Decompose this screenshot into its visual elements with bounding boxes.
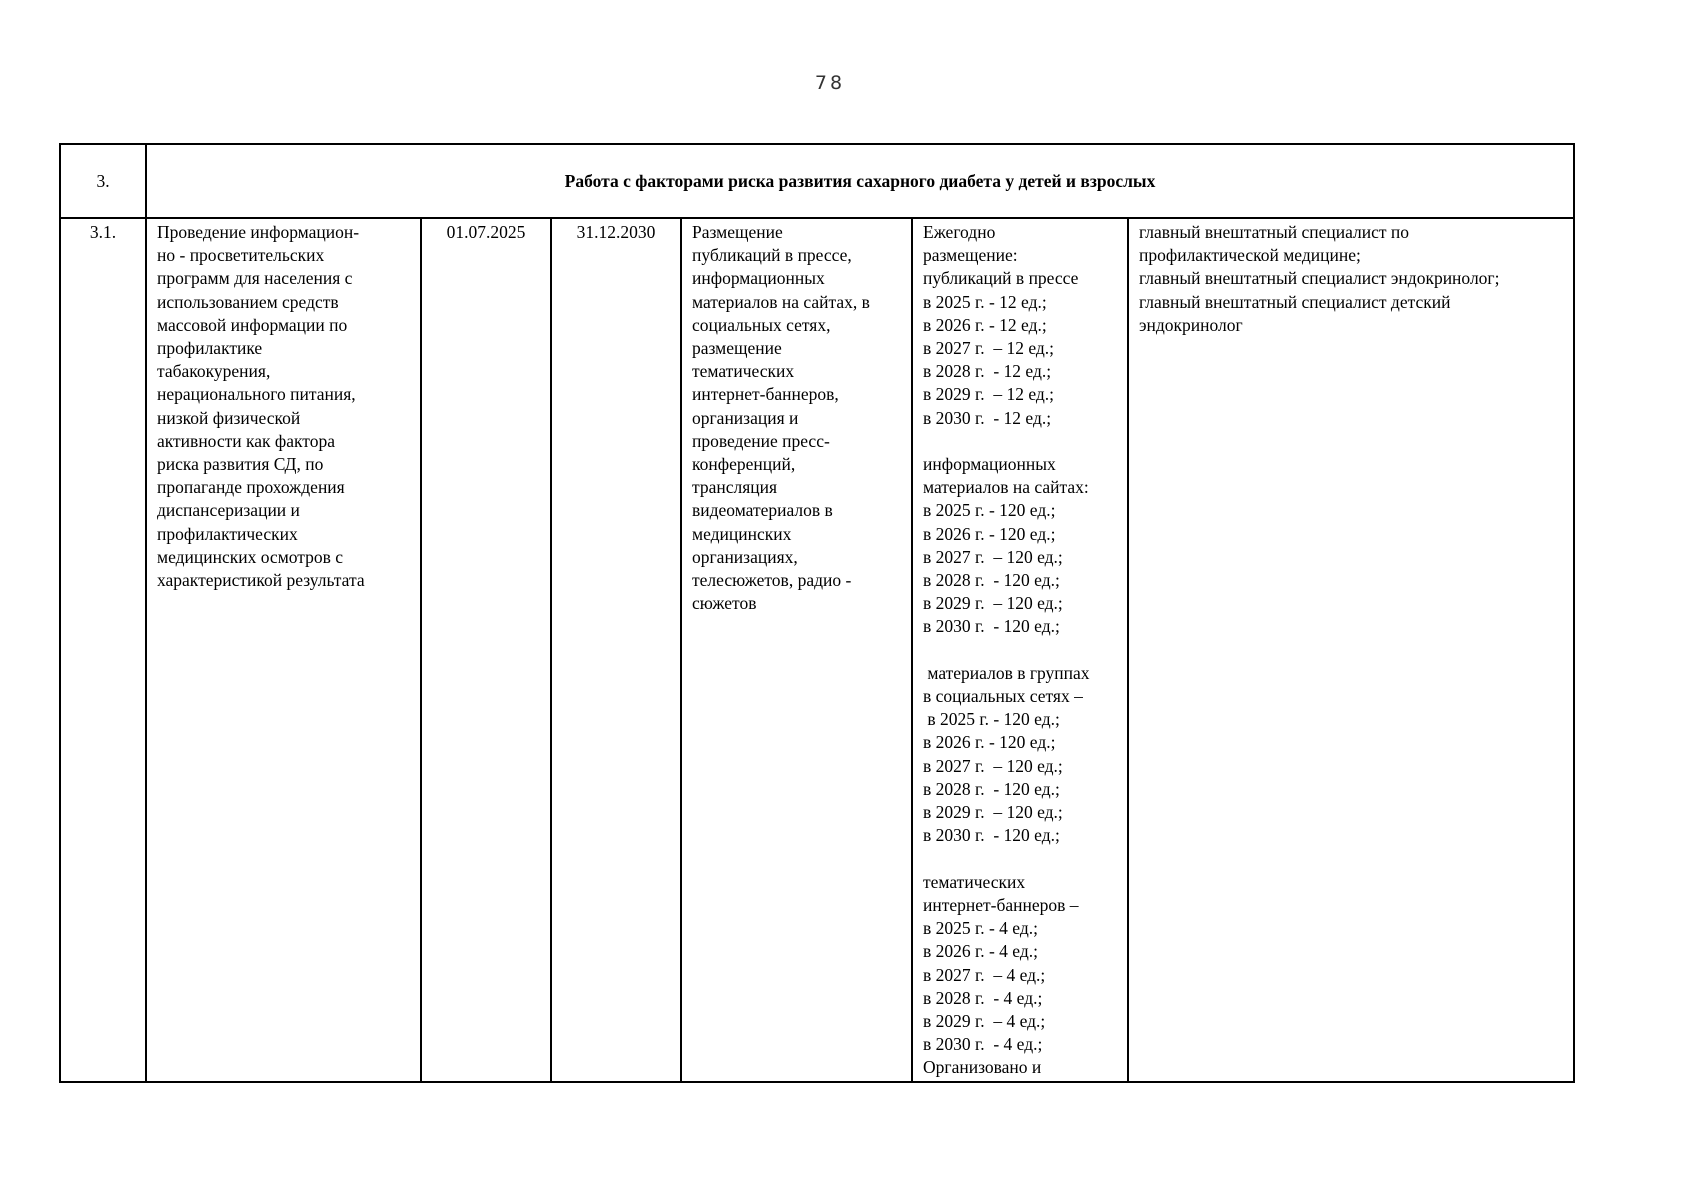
text-line: в 2030 г. - 120 ед.; (923, 616, 1060, 637)
text-line: организация и (692, 407, 799, 428)
section-title: Работа с факторами риска развития сахарного диабета у детей и взрослых (146, 144, 1574, 218)
text-line: интернет-баннеров, (692, 384, 839, 405)
text-line: материалов на сайтах: (923, 477, 1089, 498)
text-line: в 2029 г. – 120 ед.; (923, 802, 1063, 823)
section-number: 3. (60, 144, 146, 218)
text-line (923, 639, 1117, 662)
text-line: в 2027 г. – 4 ед.; (923, 964, 1046, 985)
text-line: информационных (923, 454, 1056, 475)
expected-result (692, 221, 901, 615)
text-line: интернет-баннеров – (923, 894, 1079, 915)
text-line: в 2029 г. – 12 ед.; (923, 384, 1055, 405)
table-row (60, 218, 1574, 1082)
text-line: эндокринолог (1139, 314, 1243, 335)
text-line: пропаганде прохождения (157, 477, 345, 498)
start-date: 01.07.2025 (421, 218, 551, 1082)
text-line: в 2028 г. - 120 ед.; (923, 778, 1060, 799)
text-line: профилактических (157, 523, 298, 544)
text-line: тематических (692, 361, 795, 382)
indicators (923, 221, 1117, 1080)
text-line: характеристикой результата (157, 570, 365, 591)
text-line: в 2027 г. – 120 ед.; (923, 546, 1063, 567)
event-description (157, 221, 410, 592)
text-line: публикаций в прессе, (692, 245, 852, 266)
text-line: организациях, (692, 546, 798, 567)
responsible-cell (1128, 218, 1574, 1082)
indicators-cell (912, 218, 1128, 1082)
text-line: в 2029 г. – 120 ед.; (923, 593, 1063, 614)
text-line: телесюжетов, радио - (692, 570, 852, 591)
text-line: нерационального питания, (157, 384, 356, 405)
section-header-row (60, 144, 1574, 218)
text-line: размещение (692, 338, 782, 359)
text-line: в 2025 г. - 120 ед.; (923, 709, 1060, 730)
text-line: материалов в группах (923, 662, 1090, 683)
text-line: Размещение (692, 222, 783, 242)
event-description-cell (146, 218, 421, 1082)
text-line: проведение пресс- (692, 430, 830, 451)
text-line: трансляция (692, 477, 778, 498)
text-line: информационных (692, 268, 825, 289)
text-line: массовой информации по (157, 314, 348, 335)
text-line: программ для населения с (157, 268, 353, 289)
text-line: использованием средств (157, 291, 339, 312)
text-line: в 2027 г. – 12 ед.; (923, 338, 1055, 359)
text-line: Организовано и (923, 1057, 1042, 1078)
text-line: Ежегодно (923, 222, 996, 242)
text-line: главный внештатный специалист детский (1139, 291, 1451, 312)
end-date: 31.12.2030 (551, 218, 681, 1082)
text-line: медицинских (692, 523, 792, 544)
text-line: профилактике (157, 338, 263, 359)
text-line: в 2030 г. - 12 ед.; (923, 407, 1052, 428)
text-line: главный внештатный специалист по (1139, 222, 1410, 242)
text-line: в 2028 г. - 4 ед.; (923, 987, 1043, 1008)
text-line: конференций, (692, 454, 796, 475)
text-line: профилактической медицине; (1139, 245, 1361, 266)
text-line: в 2030 г. - 4 ед.; (923, 1034, 1043, 1055)
text-line: в 2025 г. - 120 ед.; (923, 500, 1056, 521)
page-number: 78 (814, 72, 846, 94)
text-line: тематических (923, 871, 1026, 892)
text-line: активности как фактора (157, 430, 335, 451)
text-line (923, 430, 1117, 453)
text-line: медицинских осмотров с (157, 546, 344, 567)
expected-result-cell (681, 218, 912, 1082)
text-line: в 2026 г. - 120 ед.; (923, 732, 1056, 753)
row-number: 3.1. (60, 218, 146, 1082)
text-line: в 2026 г. - 4 ед.; (923, 941, 1038, 962)
text-line: Проведение информацион- (157, 222, 360, 242)
text-line: в 2028 г. - 12 ед.; (923, 361, 1052, 382)
text-line: в социальных сетях – (923, 686, 1083, 707)
text-line: низкой физической (157, 407, 301, 428)
text-line: в 2030 г. - 120 ед.; (923, 825, 1060, 846)
plan-table (59, 143, 1575, 1083)
text-line: табакокурения, (157, 361, 271, 382)
text-line: социальных сетях, (692, 314, 831, 335)
text-line: в 2027 г. – 120 ед.; (923, 755, 1063, 776)
text-line: сюжетов (692, 593, 757, 614)
text-line: но - просветительских (157, 245, 325, 266)
text-line: в 2025 г. - 4 ед.; (923, 918, 1038, 939)
text-line: материалов на сайтах, в (692, 291, 870, 312)
text-line: в 2026 г. - 120 ед.; (923, 523, 1056, 544)
text-line: в 2025 г. - 12 ед.; (923, 291, 1047, 312)
text-line: риска развития СД, по (157, 454, 324, 475)
text-line: диспансеризации и (157, 500, 300, 521)
text-line: публикаций в прессе (923, 268, 1079, 289)
text-line: видеоматериалов в (692, 500, 833, 521)
text-line: главный внештатный специалист эндокринолог; (1139, 268, 1500, 289)
text-line: в 2026 г. - 12 ед.; (923, 314, 1047, 335)
text-line: в 2029 г. – 4 ед.; (923, 1010, 1046, 1031)
responsible (1139, 221, 1563, 337)
text-line (923, 847, 1117, 870)
text-line: размещение: (923, 245, 1018, 266)
text-line: в 2028 г. - 120 ед.; (923, 570, 1060, 591)
